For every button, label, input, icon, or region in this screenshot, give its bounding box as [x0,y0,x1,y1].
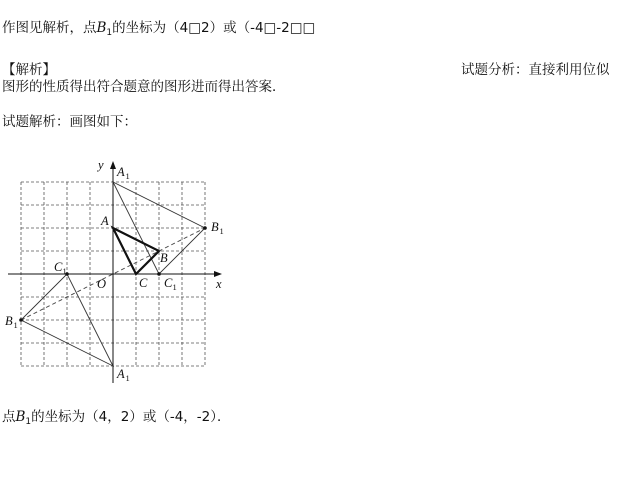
point-dot [203,226,207,230]
label-c1-left: C [54,260,63,274]
conclusion-point-letter: B [15,409,26,425]
point-dot [19,318,23,322]
label-subscript: 1 [62,266,67,276]
answer-point-letter: B [96,20,107,36]
y-axis-label: y [98,158,104,172]
conclusion-line [2,408,231,426]
label-subscript: 1 [219,226,224,236]
section-header: 【解析】 [2,62,56,78]
point-dot [157,272,161,276]
label-subscript: 1 [13,320,18,330]
label-a: A [101,214,109,228]
coordinate-figure [0,155,250,390]
conclusion-text-before: 点 [2,409,16,425]
point-labels [5,158,224,383]
origin-label: O [97,277,107,291]
solution-line: 试题解析：画图如下： [2,114,137,130]
label-b1-left: B [5,314,13,328]
answer-text-before: 作图见解析，点 [2,20,97,36]
label-a1-top: A [117,165,125,179]
analysis-continued: 图形的性质得出符合题意的图形进而得出答案． [2,79,286,95]
y-axis-arrow [110,161,116,169]
label-c1-right: C [164,276,173,290]
conclusion-point-subscript: 1 [25,417,32,427]
label-b: B [160,251,168,265]
answer-line [2,19,315,37]
label-a1-bottom: A [117,367,125,381]
axes [8,161,222,383]
analysis-label: 试题分析：直接利用位似 [461,62,610,78]
label-b1-right: B [211,220,219,234]
label-subscript: 1 [125,171,130,181]
answer-point-subscript: 1 [106,28,113,38]
x-axis-label: x [216,277,222,291]
answer-text-after: 的坐标为（4□2）或（-4□-2□□ [112,20,316,36]
conclusion-text-after: 的坐标为（4，2）或（-4，-2）． [31,409,231,425]
label-c: C [139,276,148,290]
label-subscript: 1 [172,282,177,292]
label-subscript: 1 [125,373,130,383]
